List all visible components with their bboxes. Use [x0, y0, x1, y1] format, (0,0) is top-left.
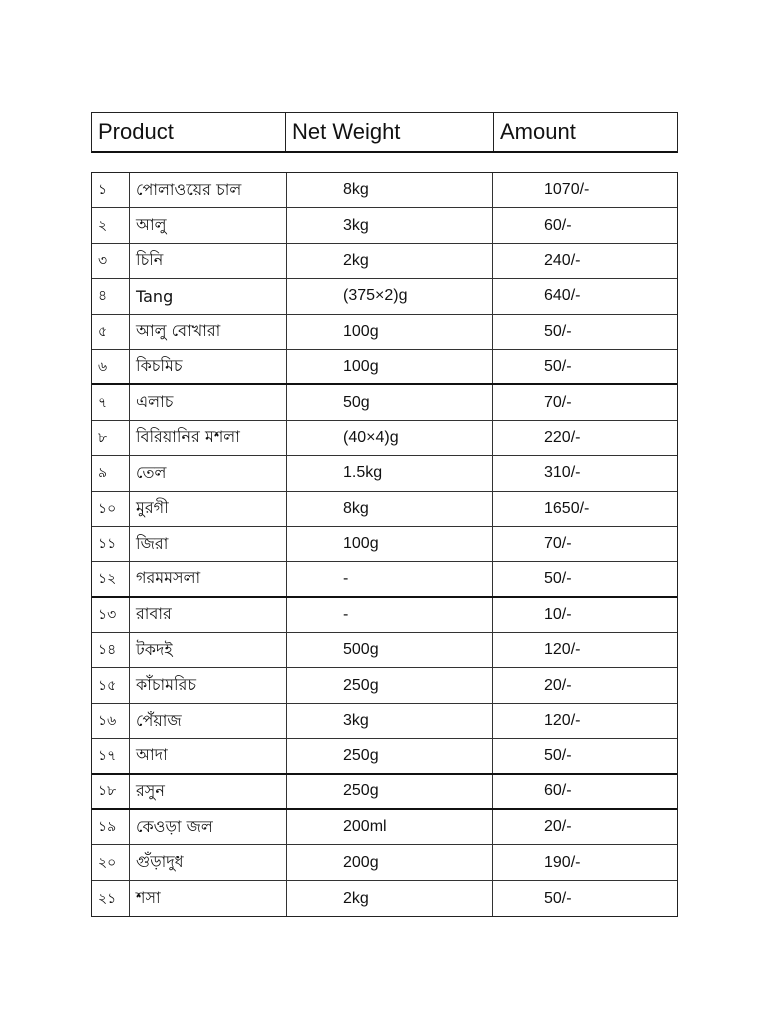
table-row [92, 598, 677, 633]
serial-cell: ১৮ [92, 775, 130, 808]
table-row [92, 562, 677, 597]
amount-cell: 60/- [544, 216, 572, 234]
net-weight-cell: 1.5kg [287, 456, 493, 490]
serial-cell: ২ [92, 208, 130, 242]
table-row [92, 668, 677, 703]
table-row [92, 279, 677, 314]
serial-cell: ১০ [92, 492, 130, 526]
amount-cell: 640/- [544, 287, 581, 305]
serial-cell: ২১ [92, 881, 130, 916]
serial-cell: ৩ [92, 244, 130, 278]
table-row [92, 173, 677, 208]
serial-cell: ৪ [92, 279, 130, 313]
product-table [91, 172, 678, 917]
amount-cell: 50/- [544, 889, 572, 907]
serial-cell: ১৬ [92, 704, 130, 738]
table-row [92, 845, 677, 880]
header-amount: Amount [500, 119, 576, 144]
product-name-cell: গুঁড়াদুধ [130, 845, 287, 879]
table-row [92, 633, 677, 668]
product-name-cell: জিরা [130, 527, 287, 561]
amount-cell: 70/- [544, 535, 572, 553]
net-weight-cell: 3kg [287, 208, 493, 242]
amount-cell: 20/- [544, 676, 572, 694]
net-weight-cell: - [287, 598, 493, 632]
product-name-cell: বিরিয়ানির মশলা [130, 421, 287, 455]
amount-cell: 60/- [544, 782, 572, 800]
table-row [92, 775, 677, 810]
product-name-cell: রসুন [130, 775, 287, 808]
net-weight-cell: 250g [287, 775, 493, 808]
serial-cell: ৮ [92, 421, 130, 455]
table-row [92, 492, 677, 527]
net-weight-cell: 3kg [287, 704, 493, 738]
amount-cell: 50/- [544, 357, 572, 375]
header-product: Product [92, 113, 286, 151]
product-name-cell: এলাচ [130, 385, 287, 419]
amount-cell: 240/- [544, 251, 581, 269]
table-header [91, 112, 678, 153]
net-weight-cell: 100g [287, 315, 493, 349]
net-weight-cell: 2kg [287, 244, 493, 278]
product-name-cell: আদা [130, 739, 287, 772]
table-row [92, 385, 677, 420]
net-weight-cell: 200g [287, 845, 493, 879]
product-name-cell: শসা [130, 881, 287, 916]
table-row [92, 810, 677, 845]
amount-cell: 1650/- [544, 499, 590, 517]
product-name-cell: কেওড়া জল [130, 810, 287, 844]
net-weight-cell: 100g [287, 527, 493, 561]
product-name-cell: মুরগী [130, 492, 287, 526]
amount-cell: 20/- [544, 818, 572, 836]
serial-cell: ৫ [92, 315, 130, 349]
serial-cell: ২০ [92, 845, 130, 879]
serial-cell: ৭ [92, 385, 130, 419]
net-weight-cell: 8kg [287, 173, 493, 207]
table-row [92, 456, 677, 491]
net-weight-cell: 500g [287, 633, 493, 667]
amount-cell: 50/- [544, 746, 572, 764]
serial-cell: ১২ [92, 562, 130, 595]
amount-cell: 1070/- [544, 181, 590, 199]
amount-cell: 50/- [544, 322, 572, 340]
table-row [92, 704, 677, 739]
serial-cell: ৬ [92, 350, 130, 383]
net-weight-cell: (40×4)g [287, 421, 493, 455]
product-name-cell: আলু [130, 208, 287, 242]
serial-cell: ১৩ [92, 598, 130, 632]
net-weight-cell: (375×2)g [287, 279, 493, 313]
amount-cell: 220/- [544, 428, 581, 446]
serial-cell: ৯ [92, 456, 130, 490]
product-name-cell: টকদই [130, 633, 287, 667]
table-row [92, 315, 677, 350]
table-row [92, 527, 677, 562]
amount-cell: 120/- [544, 712, 581, 730]
amount-cell: 190/- [544, 853, 581, 871]
serial-cell: ১১ [92, 527, 130, 561]
net-weight-cell: 2kg [287, 881, 493, 916]
table-row [92, 739, 677, 774]
amount-cell: 50/- [544, 569, 572, 587]
product-name-cell: চিনি [130, 244, 287, 278]
net-weight-cell: - [287, 562, 493, 595]
net-weight-cell: 8kg [287, 492, 493, 526]
table-row [92, 244, 677, 279]
net-weight-cell: 200ml [287, 810, 493, 844]
serial-cell: ১৭ [92, 739, 130, 772]
table-row [92, 421, 677, 456]
product-name-cell: গরমমসলা [130, 562, 287, 595]
net-weight-cell: 250g [287, 739, 493, 772]
net-weight-cell: 100g [287, 350, 493, 383]
product-name-cell: Tang [130, 279, 287, 313]
product-name-cell: পোলাওয়ের চাল [130, 173, 287, 207]
product-name-cell: রাবার [130, 598, 287, 632]
serial-cell: ১৯ [92, 810, 130, 844]
serial-cell: ১ [92, 173, 130, 207]
amount-cell: 310/- [544, 464, 581, 482]
table-row [92, 881, 677, 916]
product-name-cell: কাঁচামরিচ [130, 668, 287, 702]
serial-cell: ১৫ [92, 668, 130, 702]
amount-cell: 120/- [544, 641, 581, 659]
product-name-cell: কিচমিচ [130, 350, 287, 383]
header-net-weight: Net Weight [286, 113, 494, 151]
product-name-cell: আলু বোখারা [130, 315, 287, 349]
amount-cell: 70/- [544, 393, 572, 411]
product-name-cell: পেঁয়াজ [130, 704, 287, 738]
net-weight-cell: 50g [287, 385, 493, 419]
amount-cell: 10/- [544, 605, 572, 623]
table-row [92, 208, 677, 243]
serial-cell: ১৪ [92, 633, 130, 667]
table-row [92, 350, 677, 385]
product-name-cell: তেল [130, 456, 287, 490]
net-weight-cell: 250g [287, 668, 493, 702]
